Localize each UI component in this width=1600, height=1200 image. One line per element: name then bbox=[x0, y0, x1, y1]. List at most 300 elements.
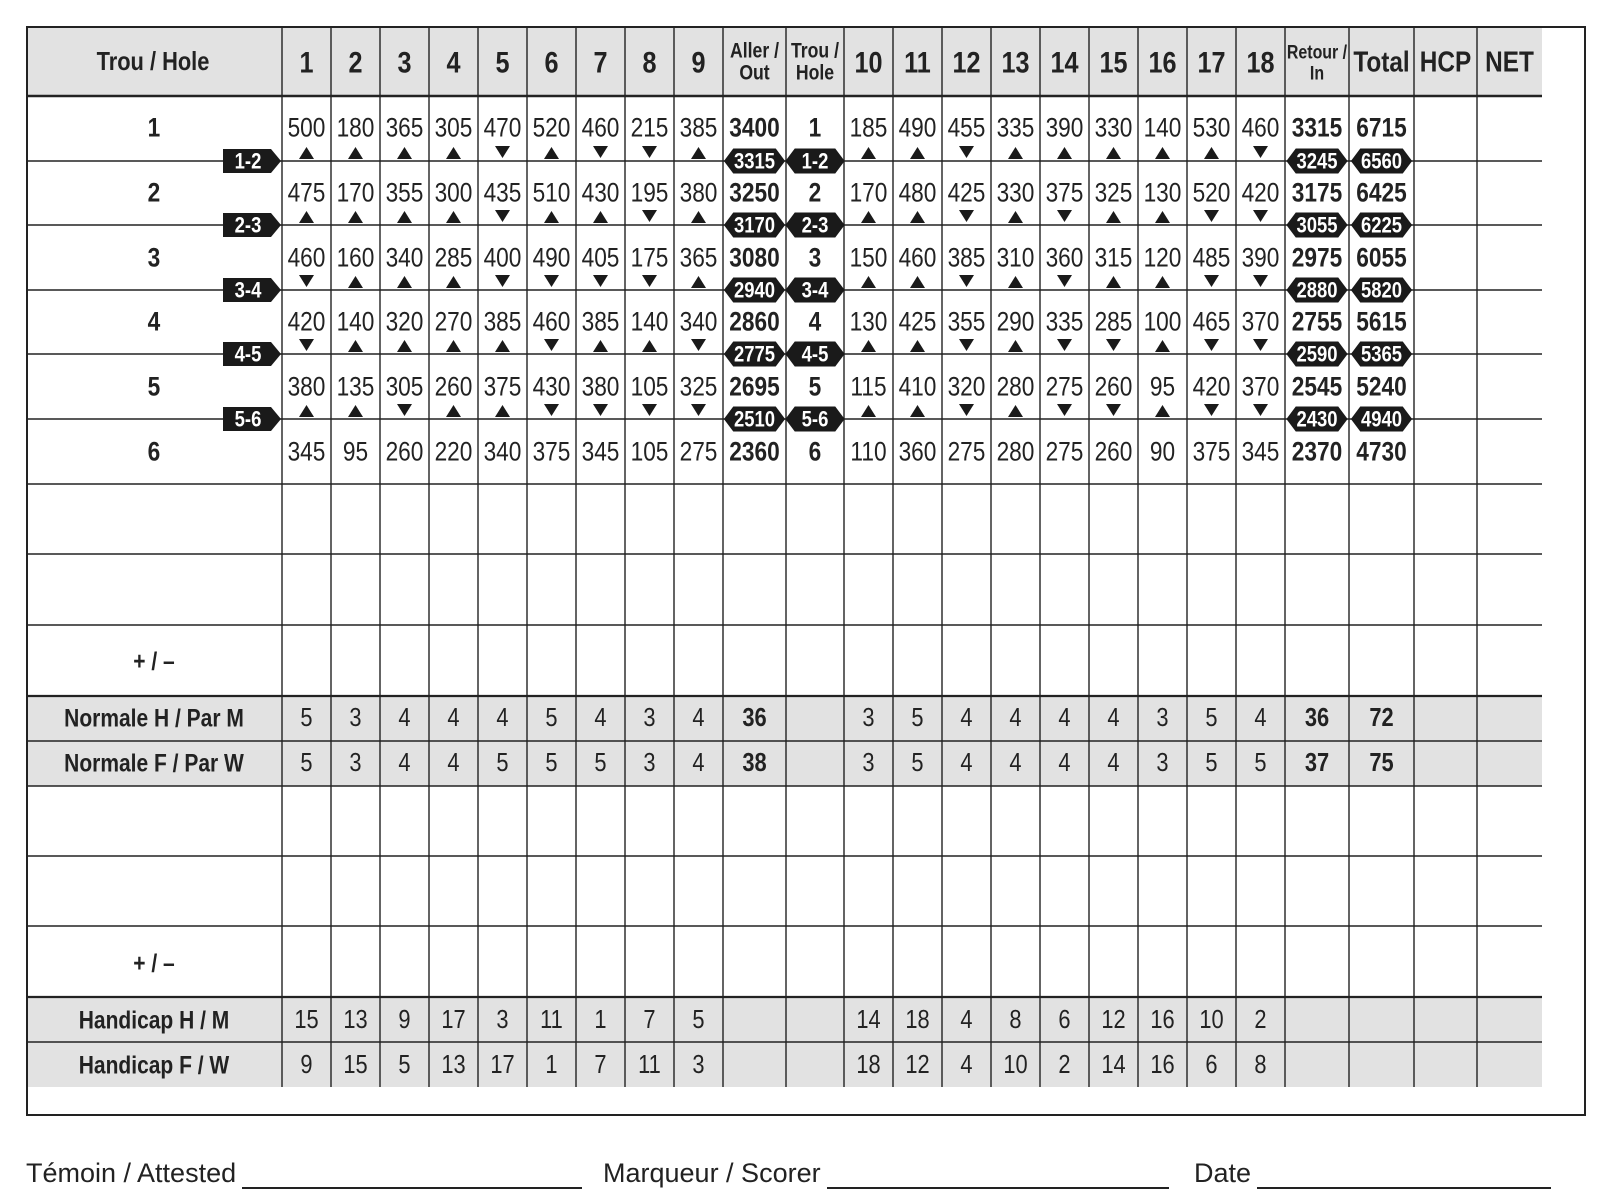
header-hole-14: 14 bbox=[1050, 45, 1079, 79]
handicap-cell: 16 bbox=[1150, 1005, 1175, 1035]
handicap-cell: 6 bbox=[1205, 1050, 1218, 1080]
arrow-down-icon bbox=[1204, 339, 1219, 351]
arrow-up-icon bbox=[446, 276, 461, 288]
distance-cell: 345 bbox=[287, 436, 326, 468]
par-cell: 4 bbox=[398, 703, 411, 733]
tee-label: 6 bbox=[147, 436, 161, 468]
arrow-up-icon bbox=[495, 405, 510, 417]
par-row-label: Normale H / Par M bbox=[64, 703, 244, 733]
distance-cell: 375 bbox=[532, 436, 571, 468]
arrow-down-icon bbox=[642, 210, 657, 222]
distance-cell: 370 bbox=[1241, 371, 1280, 403]
distance-cell: 355 bbox=[385, 177, 424, 209]
in-total-cell: 2755 bbox=[1291, 306, 1343, 338]
distance-cell: 385 bbox=[947, 242, 986, 274]
header-in-label-2: In bbox=[1309, 62, 1325, 84]
distance-cell: 455 bbox=[947, 112, 986, 144]
out-total-cell: 3400 bbox=[729, 112, 780, 144]
handicap-cell: 3 bbox=[692, 1050, 705, 1080]
par-cell: 4 bbox=[496, 703, 509, 733]
handicap-cell: 6 bbox=[1058, 1005, 1071, 1035]
combo-label-badge-text: 2-3 bbox=[234, 214, 262, 238]
distance-cell: 275 bbox=[1045, 371, 1084, 403]
arrow-up-icon bbox=[446, 340, 461, 352]
in-total-cell: 2975 bbox=[1291, 242, 1343, 274]
arrow-down-icon bbox=[1057, 210, 1072, 222]
handicap-cell: 16 bbox=[1150, 1050, 1175, 1080]
distance-cell: 430 bbox=[532, 371, 571, 403]
arrow-down-icon bbox=[1106, 339, 1121, 351]
tee-label-mid: 3 bbox=[808, 242, 822, 274]
arrow-up-icon bbox=[348, 147, 363, 159]
par-cell: 4 bbox=[1107, 703, 1120, 733]
distance-cell: 105 bbox=[630, 371, 669, 403]
distance-cell: 270 bbox=[434, 306, 473, 338]
arrow-up-icon bbox=[1155, 276, 1170, 288]
handicap-cell: 1 bbox=[545, 1050, 558, 1080]
arrow-down-icon bbox=[959, 146, 974, 158]
distance-cell: 365 bbox=[679, 242, 718, 274]
distance-cell: 375 bbox=[1045, 177, 1084, 209]
combo-in-badge-text: 3245 bbox=[1296, 150, 1338, 174]
distance-cell: 180 bbox=[336, 112, 375, 144]
tee-label: 1 bbox=[147, 112, 161, 144]
distance-cell: 360 bbox=[898, 436, 937, 468]
distance-cell: 285 bbox=[1094, 306, 1133, 338]
handicap-cell: 4 bbox=[960, 1005, 973, 1035]
distance-cell: 460 bbox=[532, 306, 571, 338]
distance-cell: 325 bbox=[679, 371, 718, 403]
distance-cell: 475 bbox=[287, 177, 326, 209]
par-cell: 4 bbox=[1058, 703, 1071, 733]
arrow-up-icon bbox=[861, 405, 876, 417]
combo-out-badge-text: 2510 bbox=[733, 408, 776, 432]
date-line[interactable] bbox=[1257, 1163, 1551, 1189]
par-cell: 4 bbox=[1254, 703, 1267, 733]
grand-total-cell: 6715 bbox=[1356, 112, 1407, 144]
combo-total-badge-text: 5365 bbox=[1360, 343, 1403, 367]
arrow-down-icon bbox=[1057, 275, 1072, 287]
arrow-down-icon bbox=[593, 146, 608, 158]
par-out-cell: 36 bbox=[742, 703, 767, 733]
date-field bbox=[1194, 1155, 1551, 1189]
grand-total-cell: 4730 bbox=[1356, 436, 1407, 468]
plus-minus-label: + / – bbox=[133, 646, 175, 676]
distance-cell: 310 bbox=[996, 242, 1035, 274]
header-hole-9: 9 bbox=[691, 45, 706, 79]
header-hole-7: 7 bbox=[593, 45, 608, 79]
arrow-up-icon bbox=[397, 147, 412, 159]
arrow-up-icon bbox=[1106, 147, 1121, 159]
distance-cell: 120 bbox=[1143, 242, 1182, 274]
in-total-cell: 2370 bbox=[1291, 436, 1343, 468]
header-hole-1: 1 bbox=[299, 45, 314, 79]
header-net-label: NET bbox=[1485, 45, 1534, 79]
handicap-cell: 17 bbox=[441, 1005, 466, 1035]
arrow-up-icon bbox=[348, 340, 363, 352]
distance-cell: 380 bbox=[679, 177, 718, 209]
tee-label-mid: 6 bbox=[808, 436, 822, 468]
handicap-cell: 10 bbox=[1199, 1005, 1224, 1035]
par-cell: 4 bbox=[960, 703, 973, 733]
distance-cell: 95 bbox=[1149, 371, 1176, 403]
par-cell: 4 bbox=[1009, 703, 1022, 733]
arrow-up-icon bbox=[593, 211, 608, 223]
grand-total-cell: 5615 bbox=[1356, 306, 1407, 338]
arrow-down-icon bbox=[1204, 210, 1219, 222]
header-hole-17: 17 bbox=[1197, 45, 1226, 79]
distance-cell: 530 bbox=[1192, 112, 1231, 144]
arrow-down-icon bbox=[1204, 275, 1219, 287]
distance-cell: 130 bbox=[849, 306, 888, 338]
arrow-down-icon bbox=[691, 404, 706, 416]
distance-cell: 150 bbox=[849, 242, 888, 274]
scorer-label: Marqueur / Scorer bbox=[603, 1158, 821, 1188]
arrow-up-icon bbox=[1008, 276, 1023, 288]
arrow-down-icon bbox=[593, 404, 608, 416]
distance-cell: 275 bbox=[679, 436, 718, 468]
combo-mid-badge-text: 3-4 bbox=[801, 279, 829, 303]
distance-cell: 485 bbox=[1192, 242, 1231, 274]
arrow-up-icon bbox=[593, 340, 608, 352]
arrow-down-icon bbox=[544, 275, 559, 287]
header-hole-4: 4 bbox=[446, 45, 461, 79]
plus-minus-label-2: + / – bbox=[133, 948, 175, 978]
distance-cell: 340 bbox=[483, 436, 522, 468]
distance-cell: 390 bbox=[1241, 242, 1280, 274]
arrow-up-icon bbox=[861, 276, 876, 288]
header-hole-12: 12 bbox=[952, 45, 981, 79]
arrow-down-icon bbox=[495, 275, 510, 287]
handicap-cell: 7 bbox=[594, 1050, 607, 1080]
par-cell: 4 bbox=[1009, 748, 1022, 778]
par-cell: 4 bbox=[1107, 748, 1120, 778]
handicap-row-label: Handicap H / M bbox=[78, 1005, 230, 1035]
arrow-down-icon bbox=[299, 275, 314, 287]
arrow-down-icon bbox=[299, 339, 314, 351]
handicap-cell: 2 bbox=[1254, 1005, 1267, 1035]
scorecard-grid bbox=[28, 28, 1584, 1114]
distance-cell: 460 bbox=[287, 242, 326, 274]
arrow-up-icon bbox=[1204, 147, 1219, 159]
distance-cell: 380 bbox=[581, 371, 620, 403]
par-cell: 5 bbox=[545, 748, 558, 778]
combo-out-badge-text: 3315 bbox=[733, 150, 776, 174]
arrow-down-icon bbox=[691, 339, 706, 351]
combo-label-badge-text: 1-2 bbox=[234, 150, 262, 174]
arrow-up-icon bbox=[1155, 405, 1170, 417]
arrow-down-icon bbox=[544, 339, 559, 351]
attested-line[interactable] bbox=[242, 1163, 582, 1189]
arrow-up-icon bbox=[544, 147, 559, 159]
scorecard bbox=[26, 26, 1586, 1116]
distance-cell: 285 bbox=[434, 242, 473, 274]
distance-cell: 305 bbox=[434, 112, 473, 144]
attested-label: Témoin / Attested bbox=[26, 1158, 237, 1188]
combo-total-badge-text: 6225 bbox=[1360, 214, 1403, 238]
out-total-cell: 2860 bbox=[729, 306, 780, 338]
arrow-up-icon bbox=[910, 340, 925, 352]
par-cell: 5 bbox=[300, 748, 313, 778]
distance-cell: 335 bbox=[996, 112, 1035, 144]
par-cell: 3 bbox=[862, 703, 875, 733]
header-hole-3: 3 bbox=[397, 45, 412, 79]
distance-cell: 425 bbox=[947, 177, 986, 209]
arrow-up-icon bbox=[299, 405, 314, 417]
tee-label-mid: 1 bbox=[808, 112, 822, 144]
par-cell: 4 bbox=[960, 748, 973, 778]
handicap-cell: 13 bbox=[343, 1005, 368, 1035]
distance-cell: 420 bbox=[1192, 371, 1231, 403]
distance-cell: 280 bbox=[996, 436, 1035, 468]
handicap-cell: 17 bbox=[490, 1050, 515, 1080]
arrow-down-icon bbox=[1253, 275, 1268, 287]
distance-cell: 140 bbox=[1143, 112, 1182, 144]
arrow-up-icon bbox=[1106, 211, 1121, 223]
header-hole-label-2: Hole bbox=[795, 61, 835, 85]
distance-cell: 490 bbox=[532, 242, 571, 274]
par-cell: 4 bbox=[594, 703, 607, 733]
distance-cell: 500 bbox=[287, 112, 326, 144]
arrow-up-icon bbox=[446, 211, 461, 223]
handicap-cell: 1 bbox=[594, 1005, 607, 1035]
distance-cell: 330 bbox=[1094, 112, 1133, 144]
par-cell: 3 bbox=[643, 703, 656, 733]
handicap-cell: 10 bbox=[1003, 1050, 1028, 1080]
par-row-label: Normale F / Par W bbox=[64, 748, 244, 778]
combo-mid-badge-text: 2-3 bbox=[801, 214, 829, 238]
arrow-up-icon bbox=[446, 405, 461, 417]
par-out-cell: 38 bbox=[742, 748, 767, 778]
arrow-down-icon bbox=[544, 404, 559, 416]
tee-label-mid: 2 bbox=[808, 177, 822, 209]
arrow-up-icon bbox=[1106, 276, 1121, 288]
arrow-down-icon bbox=[397, 404, 412, 416]
handicap-cell: 15 bbox=[294, 1005, 319, 1035]
arrow-up-icon bbox=[397, 276, 412, 288]
arrow-up-icon bbox=[495, 340, 510, 352]
par-in-cell: 37 bbox=[1304, 748, 1330, 778]
scorer-line[interactable] bbox=[827, 1163, 1169, 1189]
arrow-up-icon bbox=[642, 340, 657, 352]
distance-cell: 315 bbox=[1094, 242, 1133, 274]
arrow-up-icon bbox=[691, 211, 706, 223]
arrow-down-icon bbox=[1253, 146, 1268, 158]
attested-field bbox=[26, 1155, 582, 1189]
combo-total-badge-text: 6560 bbox=[1360, 150, 1403, 174]
distance-cell: 140 bbox=[630, 306, 669, 338]
distance-cell: 385 bbox=[679, 112, 718, 144]
distance-cell: 140 bbox=[336, 306, 375, 338]
arrow-up-icon bbox=[299, 211, 314, 223]
handicap-row-label: Handicap F / W bbox=[78, 1050, 230, 1080]
handicap-cell: 2 bbox=[1058, 1050, 1071, 1080]
distance-cell: 510 bbox=[532, 177, 571, 209]
distance-cell: 370 bbox=[1241, 306, 1280, 338]
distance-cell: 345 bbox=[581, 436, 620, 468]
combo-in-badge-text: 3055 bbox=[1296, 214, 1338, 238]
header-total-label: Total bbox=[1353, 45, 1410, 79]
distance-cell: 175 bbox=[630, 242, 669, 274]
combo-in-badge-text: 2590 bbox=[1296, 343, 1338, 367]
distance-cell: 470 bbox=[483, 112, 522, 144]
arrow-up-icon bbox=[299, 147, 314, 159]
arrow-up-icon bbox=[1155, 147, 1170, 159]
tee-label: 4 bbox=[147, 306, 161, 338]
arrow-up-icon bbox=[446, 147, 461, 159]
par-total-cell: 72 bbox=[1369, 703, 1394, 733]
distance-cell: 320 bbox=[385, 306, 424, 338]
distance-cell: 160 bbox=[336, 242, 375, 274]
header-in-label: Retour / bbox=[1286, 41, 1348, 63]
combo-label-badge-text: 4-5 bbox=[234, 343, 262, 367]
distance-cell: 90 bbox=[1149, 436, 1176, 468]
arrow-down-icon bbox=[1253, 404, 1268, 416]
arrow-down-icon bbox=[959, 404, 974, 416]
distance-cell: 425 bbox=[898, 306, 937, 338]
arrow-up-icon bbox=[691, 276, 706, 288]
handicap-cell: 14 bbox=[856, 1005, 881, 1035]
distance-cell: 420 bbox=[287, 306, 326, 338]
handicap-cell: 3 bbox=[496, 1005, 509, 1035]
par-cell: 3 bbox=[1156, 748, 1169, 778]
distance-cell: 320 bbox=[947, 371, 986, 403]
distance-cell: 340 bbox=[679, 306, 718, 338]
distance-cell: 520 bbox=[532, 112, 571, 144]
tee-label: 5 bbox=[147, 371, 161, 403]
out-total-cell: 2360 bbox=[729, 436, 780, 468]
distance-cell: 520 bbox=[1192, 177, 1231, 209]
distance-cell: 355 bbox=[947, 306, 986, 338]
arrow-up-icon bbox=[910, 405, 925, 417]
distance-cell: 465 bbox=[1192, 306, 1231, 338]
header-hole-2: 2 bbox=[348, 45, 363, 79]
header-hole-15: 15 bbox=[1099, 45, 1128, 79]
par-cell: 4 bbox=[398, 748, 411, 778]
handicap-cell: 4 bbox=[960, 1050, 973, 1080]
arrow-down-icon bbox=[959, 275, 974, 287]
arrow-up-icon bbox=[1008, 405, 1023, 417]
distance-cell: 340 bbox=[385, 242, 424, 274]
handicap-cell: 18 bbox=[905, 1005, 930, 1035]
distance-cell: 375 bbox=[1192, 436, 1231, 468]
distance-cell: 110 bbox=[850, 436, 887, 468]
header-hole-16: 16 bbox=[1148, 45, 1177, 79]
handicap-cell: 7 bbox=[643, 1005, 656, 1035]
arrow-up-icon bbox=[861, 211, 876, 223]
header-hole-11: 11 bbox=[904, 45, 931, 79]
combo-mid-badge-text: 5-6 bbox=[801, 408, 829, 432]
arrow-up-icon bbox=[348, 405, 363, 417]
handicap-cell: 9 bbox=[398, 1005, 411, 1035]
distance-cell: 95 bbox=[342, 436, 369, 468]
handicap-cell: 18 bbox=[856, 1050, 881, 1080]
handicap-cell: 5 bbox=[692, 1005, 705, 1035]
distance-cell: 260 bbox=[1094, 371, 1133, 403]
arrow-up-icon bbox=[1008, 147, 1023, 159]
distance-cell: 195 bbox=[630, 177, 669, 209]
distance-cell: 480 bbox=[898, 177, 937, 209]
distance-cell: 260 bbox=[434, 371, 473, 403]
header-hcp-label: HCP bbox=[1419, 45, 1472, 79]
header-hole-8: 8 bbox=[642, 45, 657, 79]
in-total-cell: 3315 bbox=[1291, 112, 1343, 144]
handicap-cell: 11 bbox=[540, 1005, 563, 1035]
arrow-down-icon bbox=[1204, 404, 1219, 416]
arrow-up-icon bbox=[910, 276, 925, 288]
arrow-up-icon bbox=[1008, 340, 1023, 352]
distance-cell: 405 bbox=[581, 242, 620, 274]
distance-cell: 220 bbox=[434, 436, 473, 468]
distance-cell: 170 bbox=[849, 177, 888, 209]
arrow-up-icon bbox=[397, 340, 412, 352]
par-cell: 3 bbox=[349, 703, 362, 733]
par-cell: 5 bbox=[594, 748, 607, 778]
combo-total-badge-text: 5820 bbox=[1360, 279, 1403, 303]
par-cell: 3 bbox=[1156, 703, 1169, 733]
combo-label-badge-text: 5-6 bbox=[234, 408, 262, 432]
par-cell: 3 bbox=[349, 748, 362, 778]
par-cell: 4 bbox=[447, 748, 460, 778]
tee-label: 3 bbox=[147, 242, 161, 274]
handicap-cell: 14 bbox=[1101, 1050, 1126, 1080]
header-row-label: Trou / Hole bbox=[96, 47, 210, 77]
arrow-down-icon bbox=[959, 210, 974, 222]
grand-total-cell: 6425 bbox=[1356, 177, 1407, 209]
distance-cell: 420 bbox=[1241, 177, 1280, 209]
arrow-up-icon bbox=[348, 211, 363, 223]
distance-cell: 100 bbox=[1143, 306, 1182, 338]
handicap-cell: 11 bbox=[638, 1050, 661, 1080]
arrow-down-icon bbox=[1057, 339, 1072, 351]
arrow-up-icon bbox=[910, 147, 925, 159]
par-cell: 4 bbox=[1058, 748, 1071, 778]
distance-cell: 290 bbox=[996, 306, 1035, 338]
header-out-label: Aller / bbox=[730, 39, 779, 63]
grand-total-cell: 5240 bbox=[1356, 371, 1407, 403]
distance-cell: 435 bbox=[483, 177, 522, 209]
arrow-down-icon bbox=[1253, 339, 1268, 351]
distance-cell: 460 bbox=[898, 242, 937, 274]
arrow-down-icon bbox=[1106, 404, 1121, 416]
combo-in-badge-text: 2880 bbox=[1296, 279, 1338, 303]
arrow-up-icon bbox=[348, 276, 363, 288]
arrow-up-icon bbox=[1155, 211, 1170, 223]
arrow-down-icon bbox=[495, 146, 510, 158]
distance-cell: 400 bbox=[483, 242, 522, 274]
distance-cell: 260 bbox=[385, 436, 424, 468]
combo-total-badge-text: 4940 bbox=[1360, 408, 1403, 432]
arrow-up-icon bbox=[397, 211, 412, 223]
arrow-up-icon bbox=[544, 211, 559, 223]
distance-cell: 305 bbox=[385, 371, 424, 403]
header-hole-label: Trou / bbox=[791, 39, 839, 63]
arrow-down-icon bbox=[642, 404, 657, 416]
in-total-cell: 3175 bbox=[1291, 177, 1343, 209]
distance-cell: 300 bbox=[434, 177, 473, 209]
distance-cell: 390 bbox=[1045, 112, 1084, 144]
distance-cell: 335 bbox=[1045, 306, 1084, 338]
handicap-cell: 12 bbox=[1101, 1005, 1126, 1035]
combo-in-badge-text: 2430 bbox=[1296, 408, 1338, 432]
combo-mid-badge-text: 4-5 bbox=[801, 343, 829, 367]
distance-cell: 460 bbox=[1241, 112, 1280, 144]
par-cell: 5 bbox=[911, 703, 924, 733]
distance-cell: 330 bbox=[996, 177, 1035, 209]
grand-total-cell: 6055 bbox=[1356, 242, 1407, 274]
header-hole-10: 10 bbox=[854, 45, 883, 79]
par-in-cell: 36 bbox=[1304, 703, 1330, 733]
